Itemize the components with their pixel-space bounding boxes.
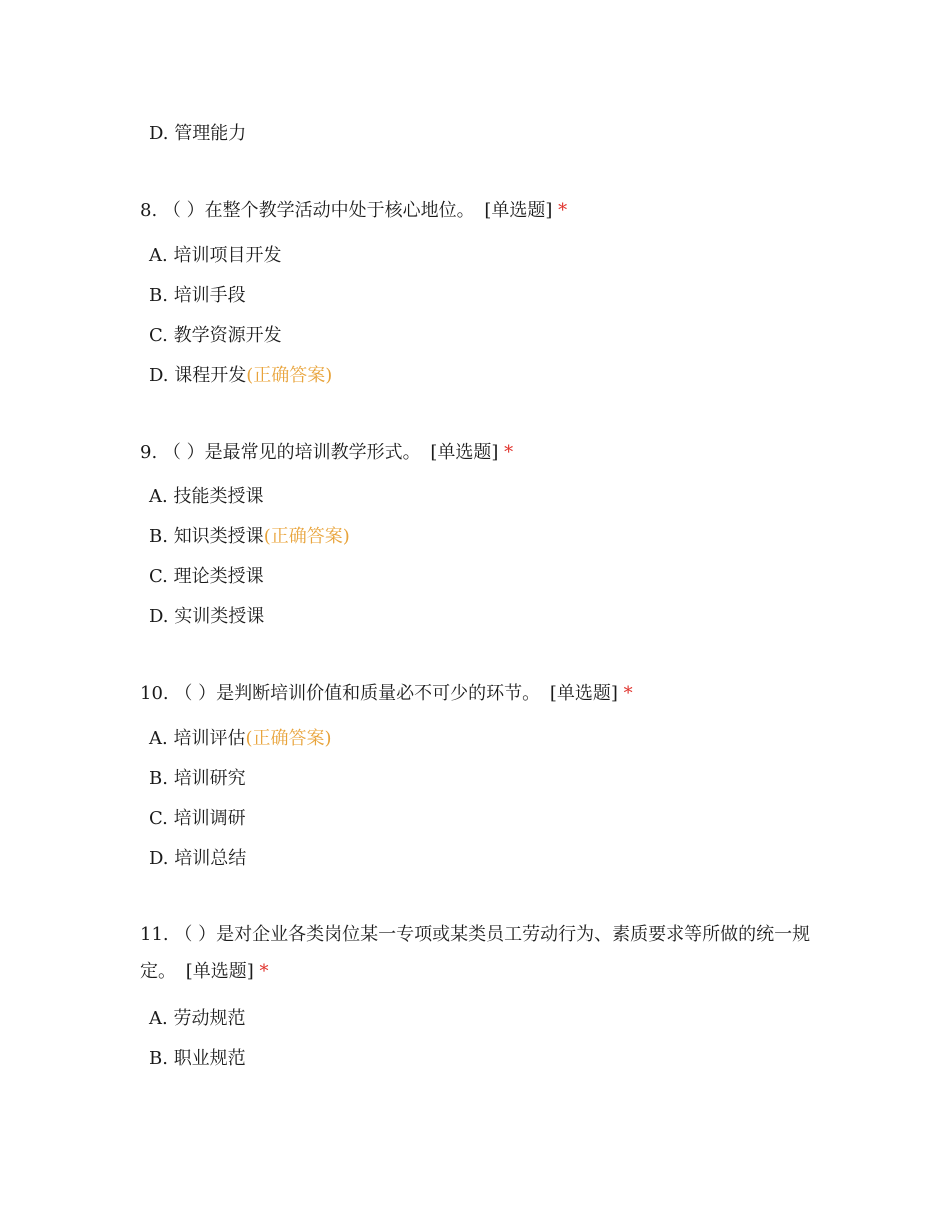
option-text: 培训调研 [173,808,246,829]
option-text: 技能类授课 [173,486,264,507]
option-item [149,284,246,308]
option-item [149,1007,245,1031]
required-mark: * [558,200,568,221]
option-item [149,565,264,589]
option-text: 培训项目开发 [173,245,282,266]
correct-answer-marker: (正确答案) [245,728,332,749]
option-item [149,485,263,509]
question-8 [140,192,820,229]
question-stem: （ ）是对企业各类岗位某一专项或某类员工劳动行为、素质要求等所做的统一规定。 [140,924,811,982]
option-item [149,525,350,549]
question-number: 9. [140,442,158,463]
question-10 [140,675,820,712]
option-text: 理论类授课 [173,566,264,587]
option-item [149,244,281,268]
option-letter: D. [149,848,169,869]
question-type: [单选题] [430,442,499,463]
option-text: 职业规范 [173,1048,246,1069]
question-stem: （ ）在整个教学活动中处于核心地位。 [162,200,475,221]
required-mark: * [623,683,633,704]
question-number: 11. [140,924,169,945]
option-item [149,122,246,146]
option-text: 管理能力 [174,123,247,144]
question-stem: （ ）是判断培训价值和质量必不可少的环节。 [174,683,541,704]
option-letter: B. [149,285,168,306]
option-item [149,807,246,831]
option-text: 实训类授课 [174,606,265,627]
option-letter: B. [149,1048,168,1069]
option-text: 劳动规范 [173,1008,246,1029]
question-type: [单选题] [484,200,553,221]
required-mark: * [504,442,514,463]
question-number: 8. [140,200,158,221]
question-type: [单选题] [549,683,618,704]
option-letter: C. [149,566,168,587]
correct-answer-marker: (正确答案) [263,526,350,547]
correct-answer-marker: (正确答案) [246,365,333,386]
option-letter: A. [149,486,168,507]
option-letter: B. [149,526,168,547]
option-letter: A. [149,728,168,749]
option-text: 教学资源开发 [173,325,282,346]
option-item [149,605,264,629]
option-letter: A. [149,245,168,266]
option-item [149,324,282,348]
option-text: 课程开发 [174,365,247,386]
option-letter: C. [149,808,168,829]
option-text: 培训总结 [174,848,247,869]
question-type: [单选题] [185,961,254,982]
question-11 [140,916,820,990]
option-text: 知识类授课 [173,526,264,547]
option-item [149,727,332,751]
option-letter: D. [149,123,169,144]
option-text: 培训研究 [173,768,246,789]
question-number: 10. [140,683,169,704]
option-letter: B. [149,768,168,789]
option-item [149,847,246,871]
option-item [149,1047,246,1071]
option-letter: A. [149,1008,168,1029]
option-letter: C. [149,325,168,346]
option-letter: D. [149,365,169,386]
question-9 [140,434,820,471]
question-stem: （ ）是最常见的培训教学形式。 [162,442,421,463]
option-item [149,364,332,388]
option-text: 培训手段 [173,285,246,306]
option-item [149,767,246,791]
option-text: 培训评估 [173,728,246,749]
option-letter: D. [149,606,169,627]
required-mark: * [259,961,269,982]
